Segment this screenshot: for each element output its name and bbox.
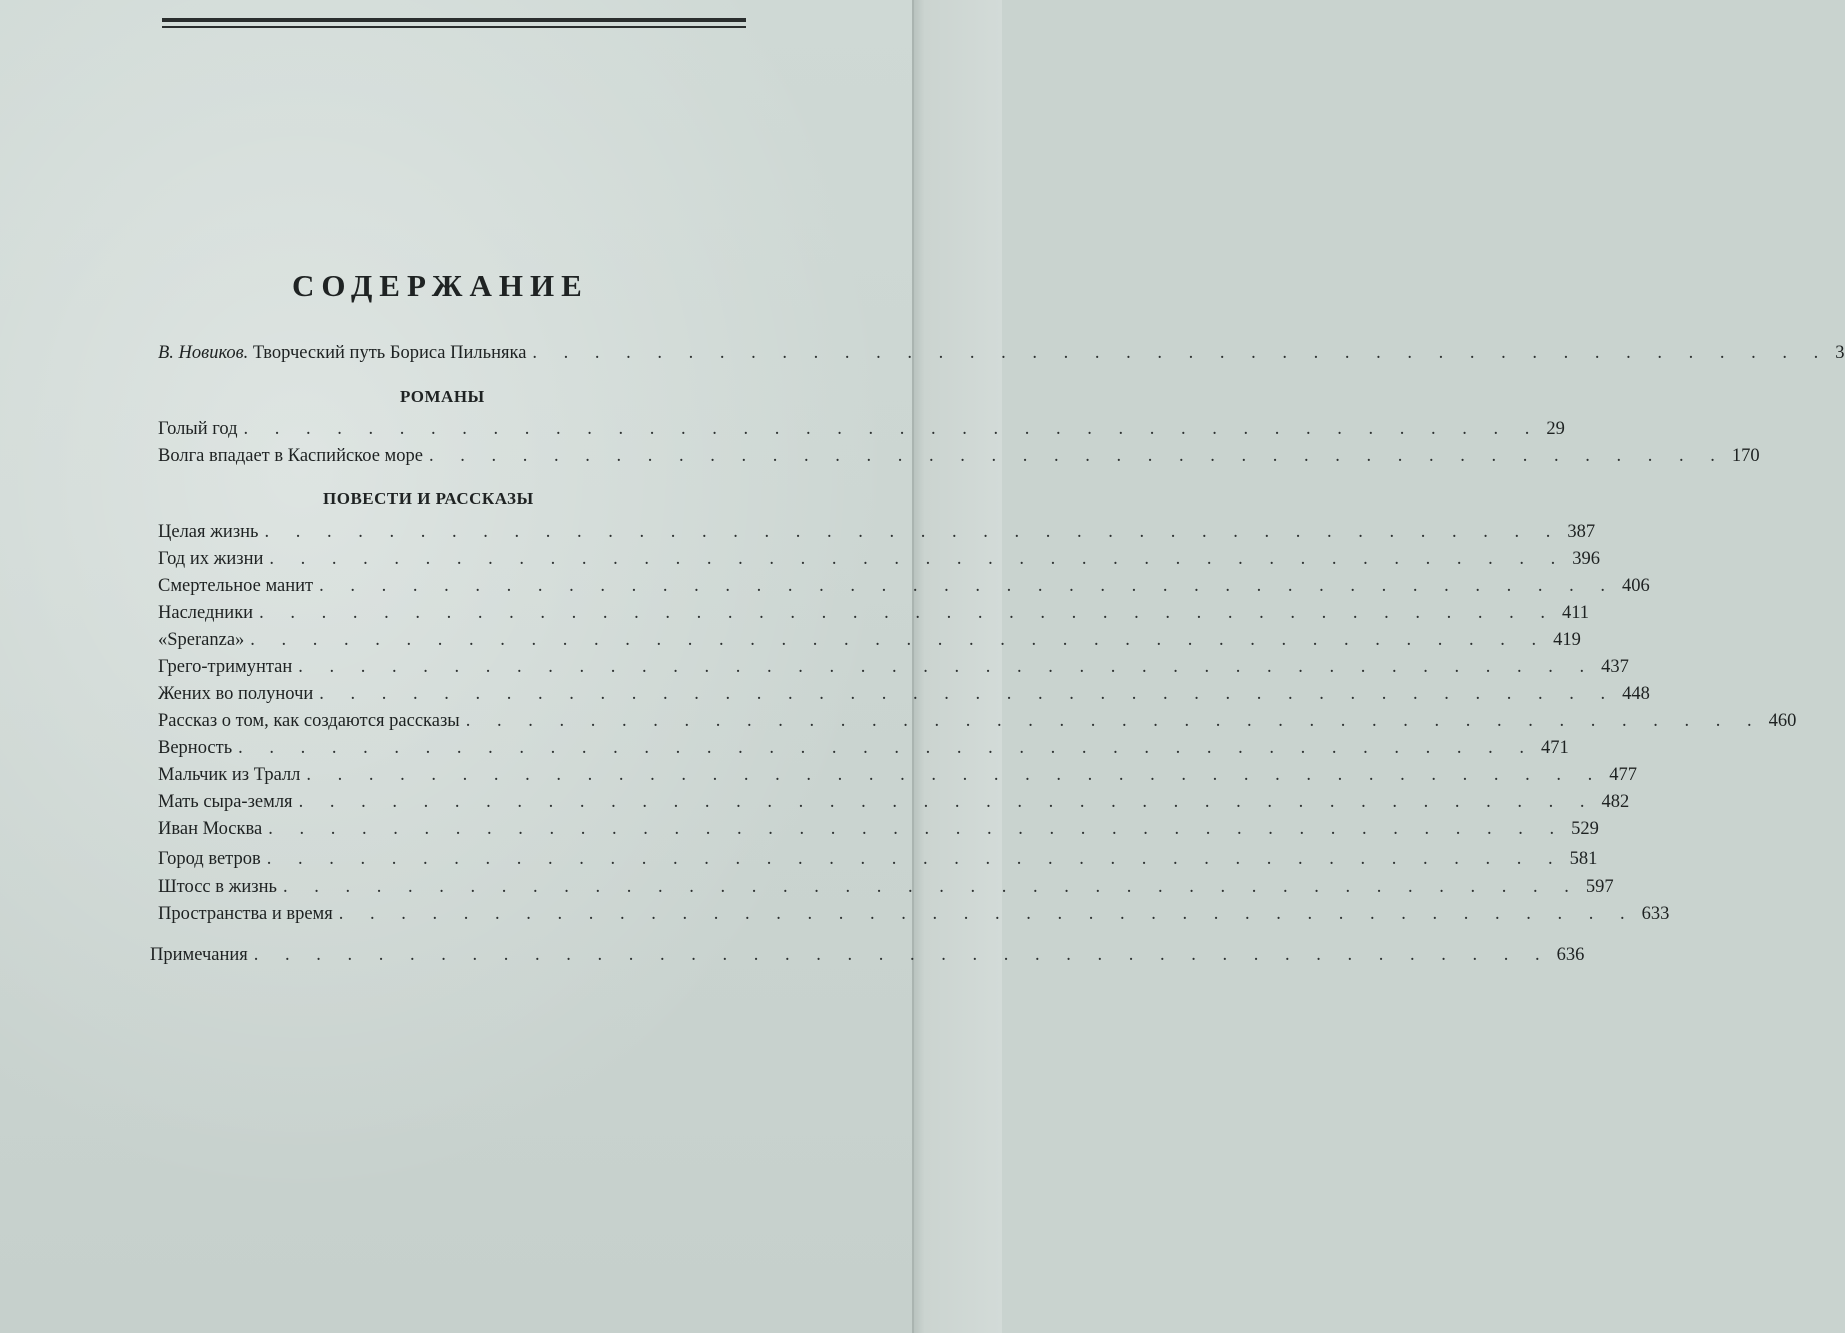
intro-author: В. Новиков. [158, 343, 249, 363]
top-rule-thin [162, 26, 746, 28]
toc-entry: Жених во полуночи . . . . . . . . . . . . . . . . . . . . . . . . . . . . . . . . . . . . . . . . . . 448 [158, 684, 1650, 704]
toc-entry: Смертельное манит . . . . . . . . . . . . . . . . . . . . . . . . . . . . . . . . . . . . . . . . . . 406 [158, 576, 1650, 596]
toc-title: СОДЕРЖАНИЕ [292, 268, 589, 303]
top-rule [162, 18, 746, 22]
toc-entry: Голый год . . . . . . . . . . . . . . . . . . . . . . . . . . . . . . . . . . . . . . . . . . 29 [158, 419, 1565, 439]
notes-title: Примечания [150, 945, 248, 965]
leader-dots: . . . . . . . . . . . . . . . . . . . . . . . . . . . . . . . . . . . . . . . . . . [532, 343, 1830, 363]
toc-entry: Пространства и время . . . . . . . . . . . . . . . . . . . . . . . . . . . . . . . . . . . . . . . . . . 633 [158, 904, 1670, 924]
section-heading-stories: ПОВЕСТИ И РАССКАЗЫ [323, 489, 534, 508]
toc-entry: Мать сыра-земля . . . . . . . . . . . . . . . . . . . . . . . . . . . . . . . . . . . . . . . . . . 482 [158, 792, 1630, 812]
section-heading-novels: РОМАНЫ [400, 387, 485, 406]
toc-entry: Город ветров . . . . . . . . . . . . . . . . . . . . . . . . . . . . . . . . . . . . . . . . . . 581 [158, 849, 1598, 869]
toc-entry: Верность . . . . . . . . . . . . . . . . . . . . . . . . . . . . . . . . . . . . . . . . . . 471 [158, 738, 1569, 758]
toc-entry: Штосс в жизнь . . . . . . . . . . . . . . . . . . . . . . . . . . . . . . . . . . . . . . . . . . 597 [158, 877, 1614, 897]
intro-title: Творческий путь Бориса Пильняка [252, 343, 527, 363]
toc-entry: «Speranza» . . . . . . . . . . . . . . . . . . . . . . . . . . . . . . . . . . . . . . . . . . 419 [158, 630, 1581, 650]
toc-entry: Целая жизнь . . . . . . . . . . . . . . . . . . . . . . . . . . . . . . . . . . . . . . . . . . 387 [158, 522, 1596, 542]
toc-entry: Волга впадает в Каспийское море . . . . . . . . . . . . . . . . . . . . . . . . . . . . . . . . . . . . . . . . . . 170 [158, 446, 1760, 466]
toc-entry: Грего-тримунтан . . . . . . . . . . . . . . . . . . . . . . . . . . . . . . . . . . . . . . . . . . 437 [158, 657, 1629, 677]
intro-page: 3 [1835, 343, 1845, 363]
toc-entry: Рассказ о том, как создаются рассказы . . . . . . . . . . . . . . . . . . . . . . . . . . . . . . . . . . . . . . . . . . 460 [158, 711, 1797, 731]
toc-entry: Наследники . . . . . . . . . . . . . . . . . . . . . . . . . . . . . . . . . . . . . . . . . . 411 [158, 603, 1590, 623]
toc-entry: Мальчик из Тралл . . . . . . . . . . . . . . . . . . . . . . . . . . . . . . . . . . . . . . . . . . 477 [158, 765, 1638, 785]
toc-entry: Год их жизни . . . . . . . . . . . . . . . . . . . . . . . . . . . . . . . . . . . . . . . . . . 396 [158, 549, 1601, 569]
toc-entry: Иван Москва . . . . . . . . . . . . . . . . . . . . . . . . . . . . . . . . . . . . . . . . . . 529 [158, 819, 1599, 839]
toc-entry-intro [158, 338, 1845, 364]
notes-page: 636 [1556, 945, 1585, 965]
toc-entry-notes: Примечания . . . . . . . . . . . . . . . . . . . . . . . . . . . . . . . . . . . . . . . . . . 636 [150, 945, 1585, 965]
